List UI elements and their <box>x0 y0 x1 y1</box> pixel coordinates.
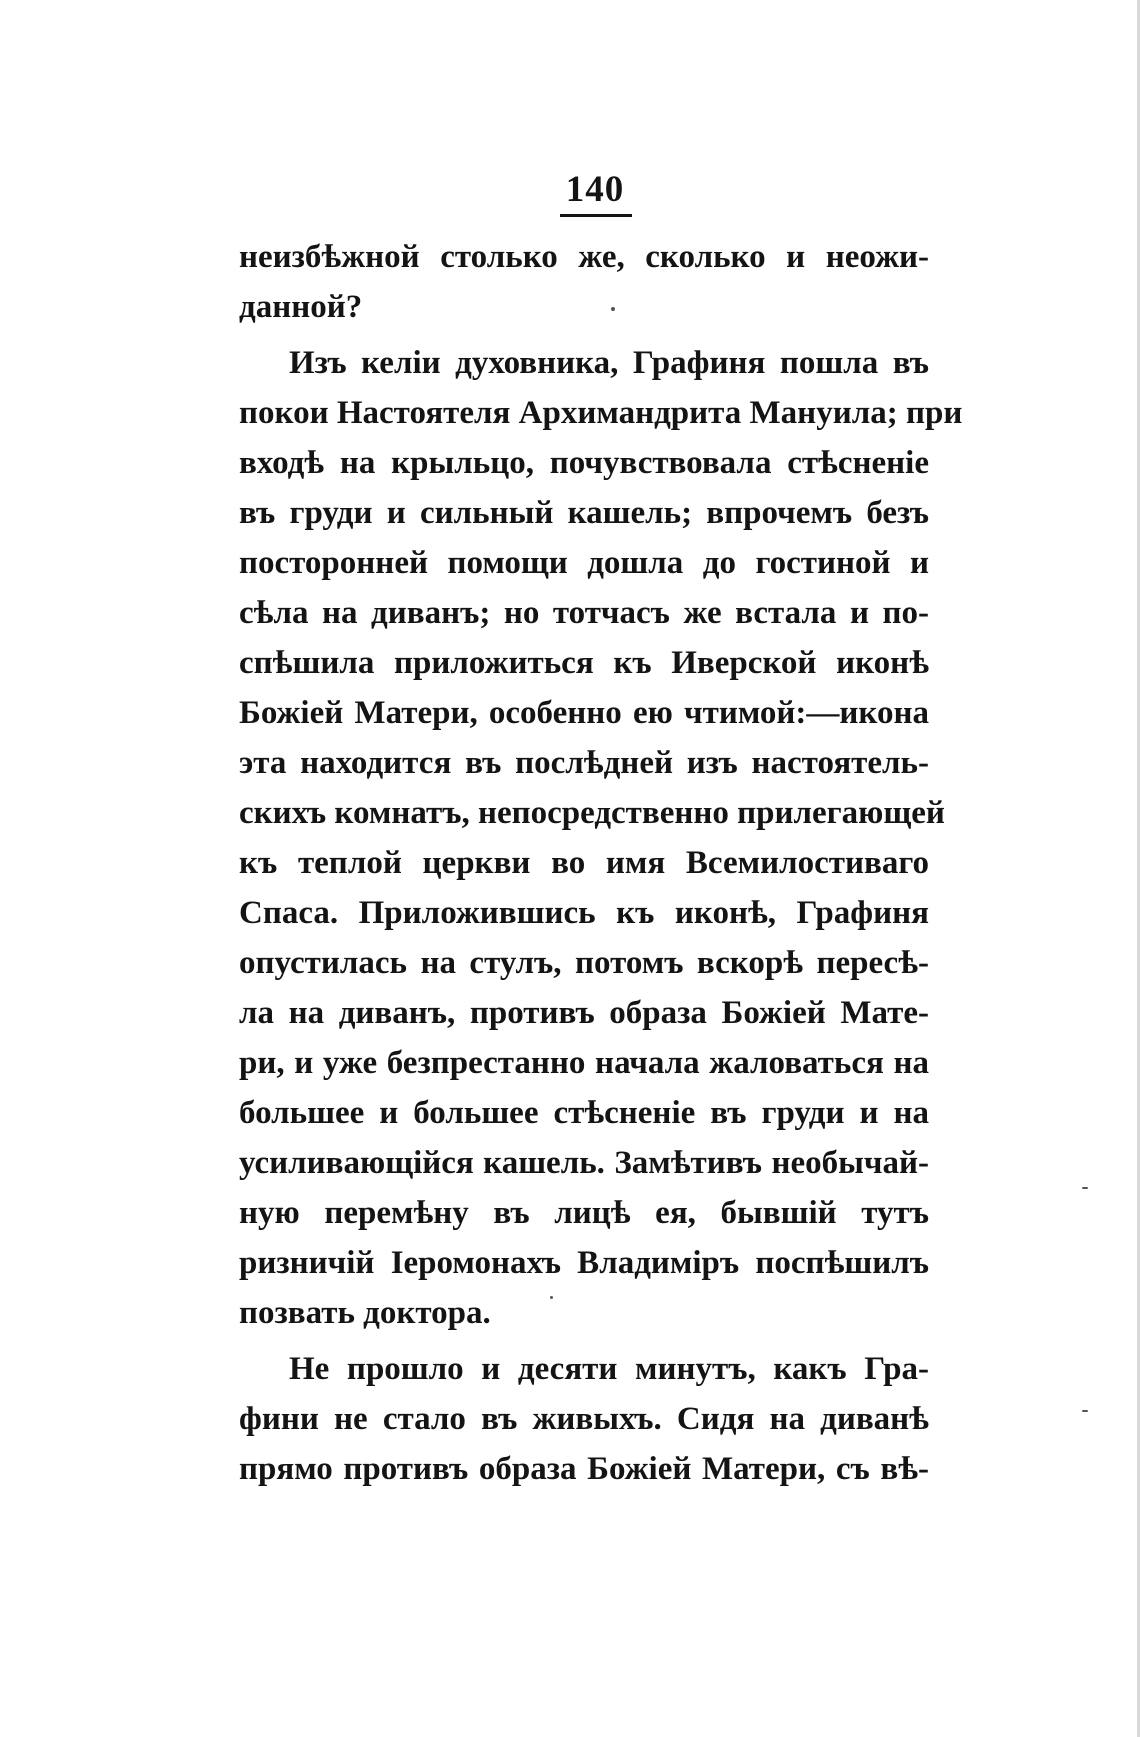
text-line: большее и большее стѣсненіе въ груди и на <box>239 1095 929 1131</box>
text-line: въ груди и сильный кашель; впрочемъ безъ <box>239 495 929 531</box>
text-line: позвать доктора. <box>239 1295 491 1331</box>
paragraph <box>239 338 963 1338</box>
text-line: Не прошло и десяти минутъ, какъ Гра- <box>289 1351 929 1387</box>
text-line: сѣла на диванъ; но тотчасъ же встала и по- <box>239 595 929 631</box>
text-line: посторонней помощи дошла до гостиной и <box>239 545 929 581</box>
text-line: фини не стало въ живыхъ. Сидя на диванѣ <box>239 1401 929 1437</box>
paragraph <box>239 232 929 332</box>
text-line: неизбѣжной столько же, сколько и неожи- <box>239 239 929 275</box>
text-line: входѣ на крыльцо, почувствовала стѣсненіе <box>239 445 929 481</box>
text-line: скихъ комнатъ, непосредственно прилегающей <box>239 795 945 831</box>
text-line: покои Настоятеля Архимандрита Мануила; при <box>239 395 963 431</box>
text-line: ную перемѣну въ лицѣ ея, бывшій тутъ <box>239 1195 929 1231</box>
text-line: ри, и уже безпрестанно начала жаловаться на <box>239 1045 929 1081</box>
text-line: спѣшила приложиться къ Иверской иконѣ <box>239 645 929 681</box>
text-line: Божіей Матери, особенно ею чтимой:—икона <box>239 695 929 731</box>
text-line: Изъ келіи духовника, Графиня пошла въ <box>289 345 929 381</box>
scan-speck <box>611 307 615 311</box>
text-line: эта находится въ послѣдней изъ настоятель- <box>239 745 929 781</box>
scan-speck <box>1082 1187 1088 1189</box>
page-number: 140 <box>565 169 625 210</box>
scan-speck <box>550 1296 553 1299</box>
body-text <box>239 232 963 1494</box>
text-line: Спаса. Приложившись къ иконѣ, Графиня <box>239 895 929 931</box>
text-line: ла на диванъ, противъ образа Божіей Мате- <box>239 995 929 1031</box>
text-line: прямо противъ образа Божіей Матери, съ вѣ- <box>239 1451 929 1487</box>
scan-speck <box>1082 1410 1088 1412</box>
text-line: усиливающійся кашель. Замѣтивъ необычай- <box>239 1145 929 1181</box>
paragraph <box>239 1344 929 1494</box>
text-line: къ теплой церкви во имя Всемилостиваго <box>239 845 929 881</box>
text-line: ризничій Іеромонахъ Владиміръ поспѣшилъ <box>239 1245 929 1281</box>
text-line: опустилась на стулъ, потомъ вскорѣ пересѣ- <box>239 945 929 981</box>
text-line: данной? <box>239 289 363 325</box>
page-number-underline <box>560 214 632 217</box>
